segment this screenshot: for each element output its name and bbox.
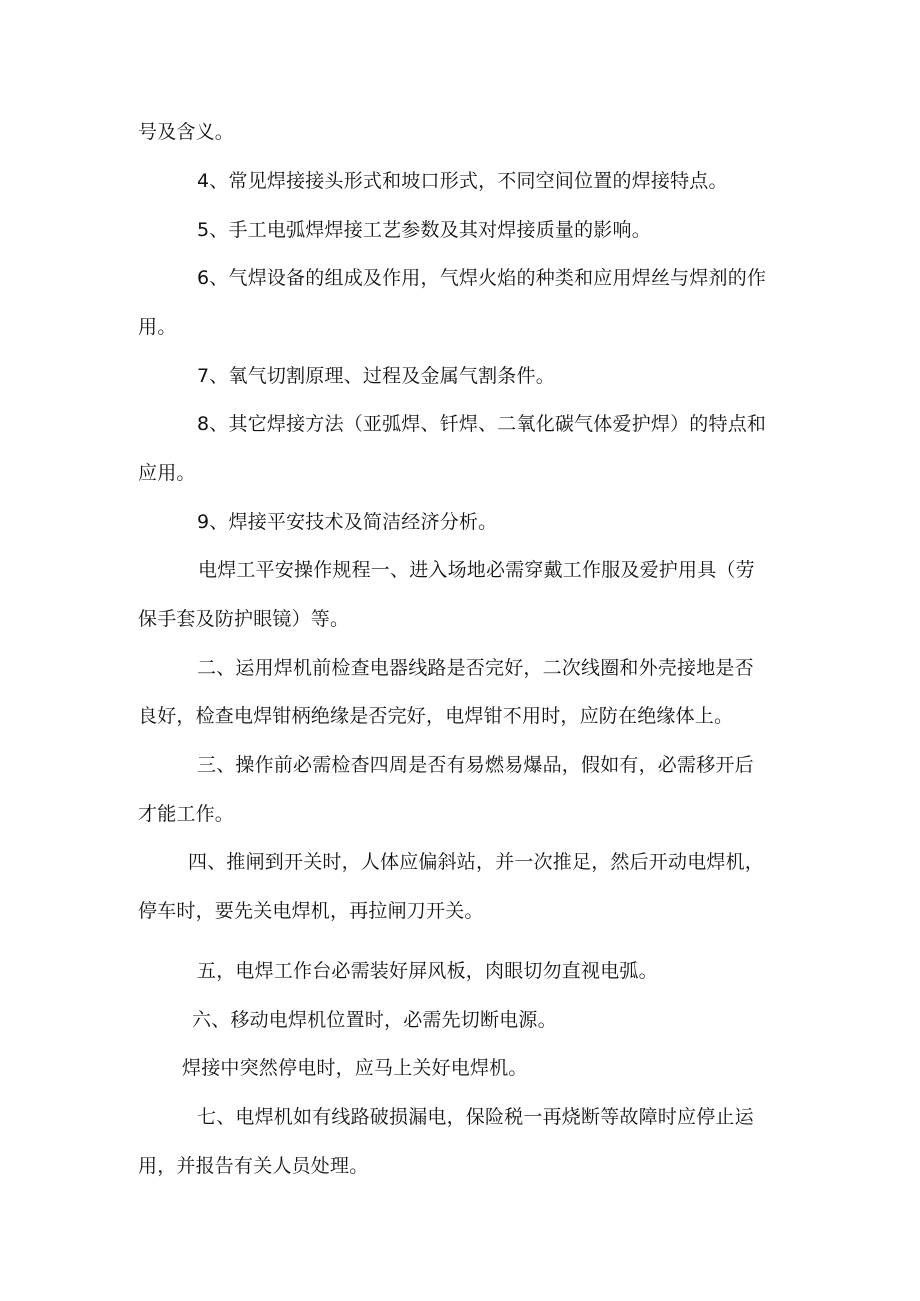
text-line-2: 4、常见焊接接头形式和坡口形式，不同空间位置的焊接特点。 <box>197 170 728 192</box>
text-line-16: 四、推闸到开关时，人体应偏斜站，并一次推足，然后开动电焊机， <box>188 851 765 873</box>
text-line-3: 5、手工电弧焊焊接工艺参数及其对焊接质量的影响。 <box>197 219 651 241</box>
text-line-22: 用，并报告有关人员处理。 <box>138 1155 369 1177</box>
text-line-14: 三、操作前必需检杳四周是否有易燃易爆品，假如有，必需移开后 <box>197 754 754 776</box>
text-line-10: 电焊工平安操作规程一、进入场地必需穿戴工作服及爱护用具（劳 <box>198 559 755 581</box>
text-line-9: 9、焊接平安技术及简洁经济分析。 <box>197 511 498 533</box>
text-line-18: 五，电焊工作台必需装好屏风板，肉眼切勿直视电弧。 <box>197 960 658 982</box>
text-line-12: 二、运用焊机前检查电器线路是否完好，二次线圈和外壳接地是否 <box>197 657 754 679</box>
text-line-8: 应用。 <box>138 462 196 484</box>
text-line-15: 才能工作。 <box>138 803 235 825</box>
text-line-5: 用。 <box>138 316 177 338</box>
text-line-20: 焊接中突然停电时，应马上关好电焊机。 <box>182 1057 528 1079</box>
text-line-6: 7、氧气切割原理、过程及金属气割条件。 <box>197 365 555 387</box>
text-line-17: 停车时，要先关电焊机，再拉闸刀开关。 <box>138 900 484 922</box>
text-line-19: 六、移动电焊机位置时，必需先切断电源。 <box>192 1009 557 1031</box>
text-line-21: 七、电焊机如有线路破损漏电，保险税一再烧断等故障时应停止运 <box>197 1106 754 1128</box>
text-line-13: 良好，检查电焊钳柄绝缘是否完好，电焊钳不用时，应防在绝缘体上。 <box>138 705 734 727</box>
text-line-4: 6、气焊设备的组成及作用，气焊火焰的种类和应用焊丝与焊剂的作 <box>197 267 767 289</box>
text-line-11: 保手套及防护眼镜）等。 <box>138 608 350 630</box>
text-line-7: 8、其它焊接方法（亚弧焊、钎焊、二氧化碳气体爱护焊）的特点和 <box>197 413 767 435</box>
text-line-1: 号及含义。 <box>138 121 235 143</box>
